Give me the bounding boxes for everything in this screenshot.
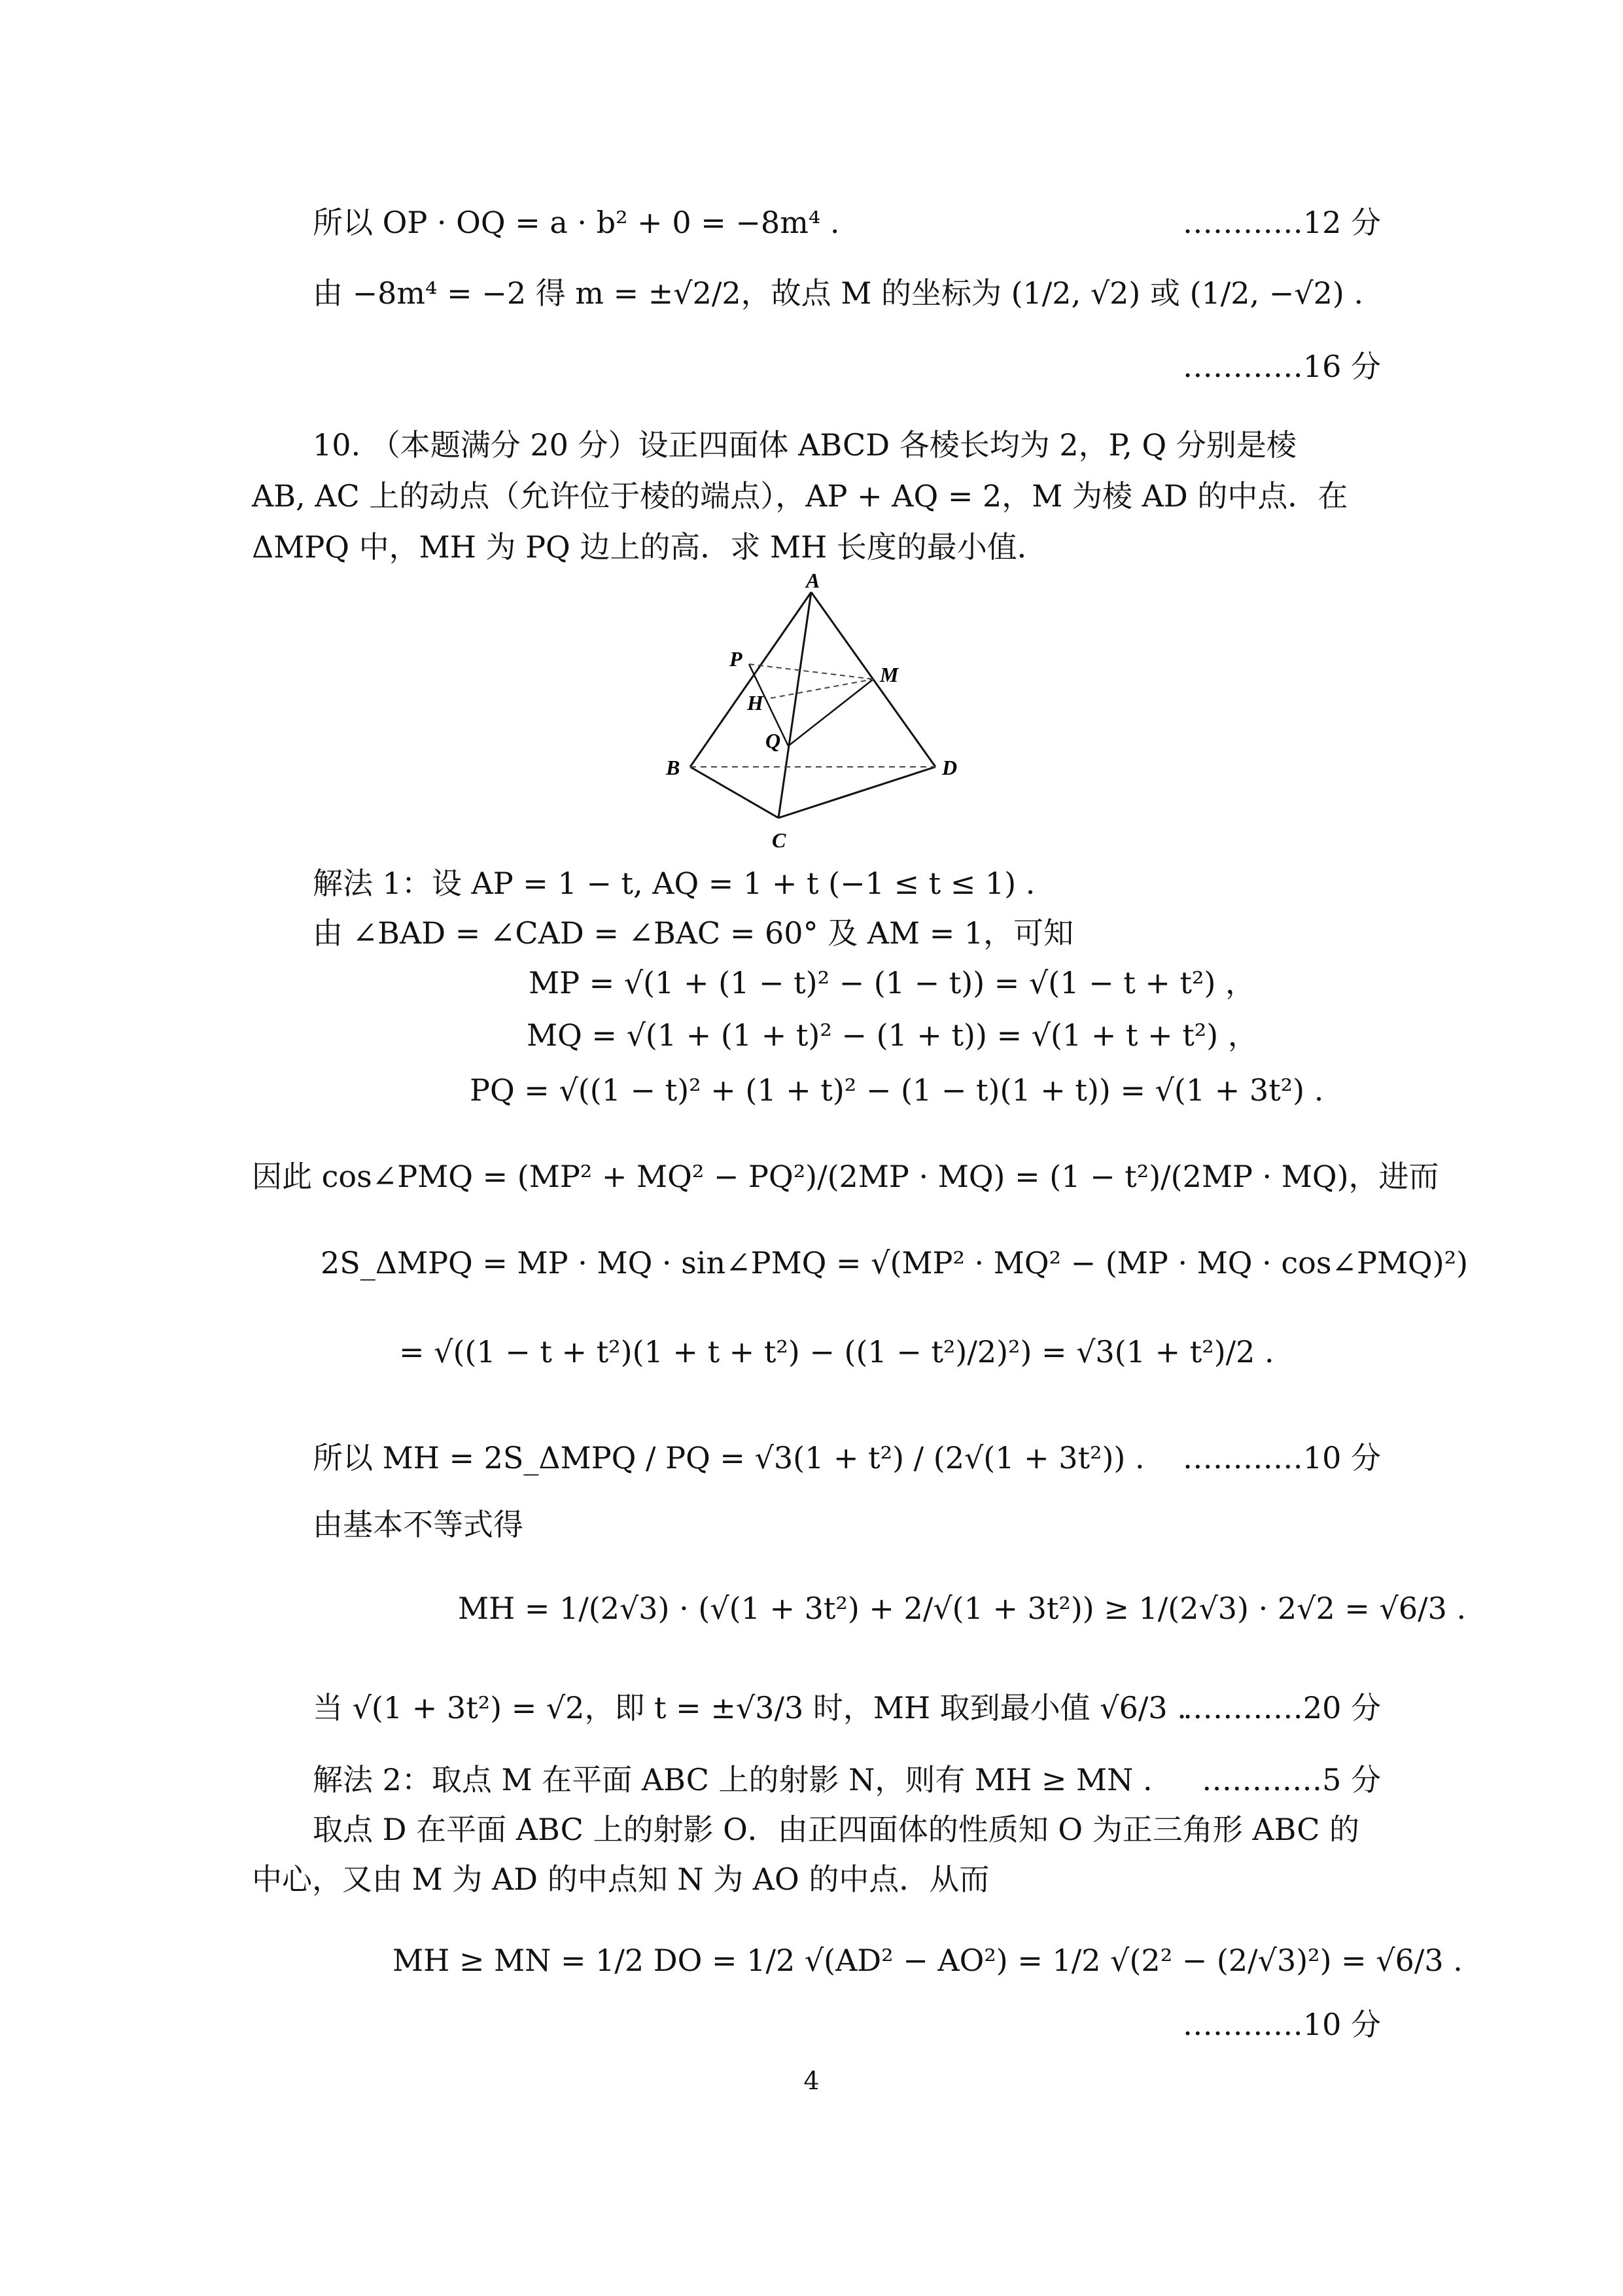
solution-2-intro: 解法 2：取点 M 在平面 ABC 上的射影 N，则有 MH ≥ MN . — [313, 1762, 1153, 1797]
edge-ac — [778, 592, 811, 818]
solution-1-angles: 由 ∠BAD = ∠CAD = ∠BAC = 60° 及 AM = 1，可知 — [313, 915, 1074, 951]
tetrahedron-figure — [648, 569, 988, 857]
score-10-a: …………10 分 — [1182, 1440, 1381, 1475]
page-number: 4 — [803, 2066, 820, 2095]
edge-cd — [778, 767, 935, 818]
eq-cos-pmq: 因此 cos∠PMQ = (MP² + MQ² − PQ²)/(2MP · MQ) = (1 − t²)/(2MP · MQ)，进而 — [252, 1159, 1439, 1194]
label-a: A — [806, 569, 820, 592]
solution-2-line-3: 中心，又由 M 为 AD 的中点知 N 为 AO 的中点．从而 — [252, 1862, 990, 1897]
eq-mh: 所以 MH = 2S_ΔMPQ / PQ = √3(1 + t²) / (2√(1 + 3t²)) . — [313, 1440, 1145, 1475]
score-12: …………12 分 — [1182, 205, 1381, 240]
label-p: P — [729, 647, 742, 671]
eq-mp: MP = √(1 + (1 − t)² − (1 − t)) = √(1 − t + t²) ， — [529, 965, 1256, 1000]
eq-area-simplified: = √((1 − t + t²)(1 + t + t²) − ((1 − t²)/2)²) = √3(1 + t²)/2 . — [399, 1334, 1274, 1369]
label-m: M — [880, 663, 899, 686]
label-d: D — [942, 756, 958, 779]
score-5: …………5 分 — [1202, 1762, 1381, 1797]
label-h: H — [747, 691, 763, 715]
eq-mh-mn: MH ≥ MN = 1/2 DO = 1/2 √(AD² − AO²) = 1/2 √(2² − (2/√3)²) = √6/3 . — [393, 1943, 1463, 1978]
line-inequality-intro: 由基本不等式得 — [313, 1507, 523, 1542]
label-c: C — [772, 828, 786, 852]
problem-10-line-1: 10. （本题满分 20 分）设正四面体 ABCD 各棱长均为 2，P, Q 分别是棱 — [313, 427, 1297, 463]
problem-10-line-2: AB, AC 上的动点（允许位于棱的端点），AP + AQ = 2，M 为棱 AD 的中点．在 — [252, 478, 1348, 514]
eq-area: 2S_ΔMPQ = MP · MQ · sin∠PMQ = √(MP² · MQ² − (MP · MQ · cos∠PMQ)²) — [321, 1245, 1469, 1280]
eq-pq: PQ = √((1 − t)² + (1 + t)² − (1 − t)(1 + t)) = √(1 + 3t²) . — [470, 1072, 1324, 1108]
eq-mq: MQ = √(1 + (1 + t)² − (1 + t)) = √(1 + t + t²) ， — [527, 1017, 1258, 1053]
segment-mh-hidden — [771, 679, 873, 698]
label-b: B — [666, 756, 680, 779]
edge-ab — [690, 592, 811, 767]
line-point-m: 由 −8m⁴ = −2 得 m = ±√2/2，故点 M 的坐标为 (1/2, √2) 或 (1/2, −√2) . — [313, 275, 1364, 311]
eq-mh-inequality: MH = 1/(2√3) · (√(1 + 3t²) + 2/√(1 + 3t²)) ≥ 1/(2√3) · 2√2 = √6/3 . — [458, 1591, 1467, 1626]
segment-qm — [788, 679, 873, 746]
segment-pm-hidden — [749, 664, 873, 679]
score-16: …………16 分 — [1182, 349, 1381, 384]
problem-10-line-3: ΔMPQ 中，MH 为 PQ 边上的高．求 MH 长度的最小值． — [252, 529, 1047, 565]
score-10-b: …………10 分 — [1182, 2007, 1381, 2042]
label-q: Q — [765, 729, 781, 752]
solution-2-line-2: 取点 D 在平面 ABC 上的射影 O．由正四面体的性质知 O 为正三角形 ABC 的 — [313, 1812, 1360, 1847]
line-min-value: 当 √(1 + 3t²) = √2，即 t = ±√3/3 时，MH 取到最小值 √6/3 . — [313, 1690, 1187, 1725]
line-op-oq: 所以 OP · OQ = a · b² + 0 = −8m⁴ . — [313, 205, 840, 240]
score-20: …………20 分 — [1182, 1690, 1381, 1725]
solution-1-intro: 解法 1：设 AP = 1 − t, AQ = 1 + t (−1 ≤ t ≤ 1) . — [313, 866, 1036, 901]
edge-bc — [690, 767, 778, 818]
